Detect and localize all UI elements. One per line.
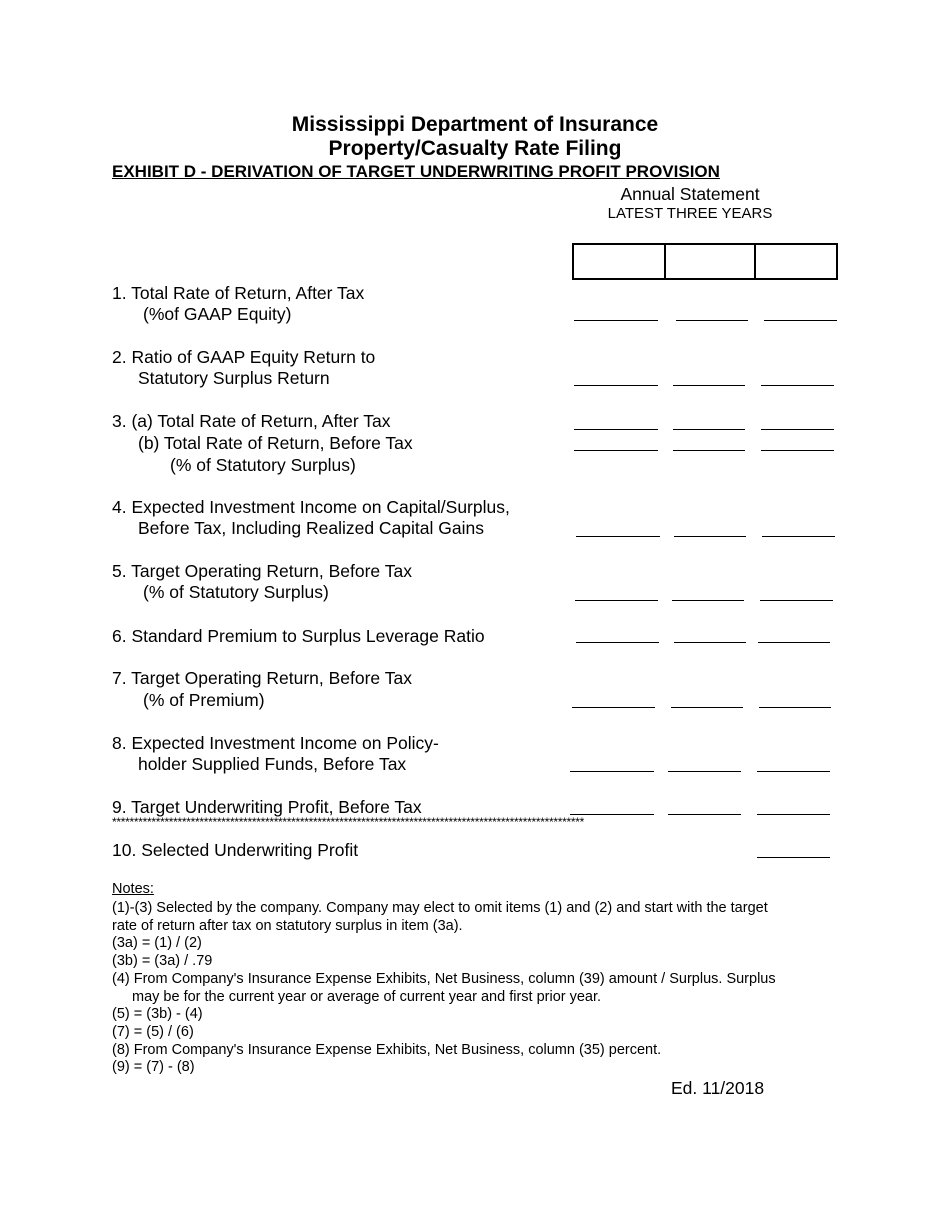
item-10-label: 10. Selected Underwriting Profit bbox=[112, 840, 359, 860]
item-3-sublabel: (% of Statutory Surplus) bbox=[170, 455, 356, 475]
note-1: (1)-(3) Selected by the company. Company may elect to omit items (1) and (2) and start with the target bbox=[112, 900, 768, 916]
item-2-year-2-blank[interactable] bbox=[673, 385, 745, 386]
item-8-year-3-blank[interactable] bbox=[757, 771, 830, 772]
item-8-year-1-blank[interactable] bbox=[570, 771, 654, 772]
item-3b-label: (b) Total Rate of Return, Before Tax bbox=[138, 433, 413, 453]
year-column-2[interactable] bbox=[666, 245, 756, 278]
item-3a-year-1-blank[interactable] bbox=[574, 429, 658, 430]
item-1-sublabel: (%of GAAP Equity) bbox=[143, 304, 292, 324]
note-4: (4) From Company's Insurance Expense Exhibits, Net Business, column (39) amount / Surplus. Surplus bbox=[112, 970, 776, 987]
year-columns-header bbox=[572, 243, 838, 280]
item-1-year-2-blank[interactable] bbox=[676, 320, 748, 321]
item-4-year-1-blank[interactable] bbox=[576, 536, 660, 537]
item-3a-year-2-blank[interactable] bbox=[673, 429, 745, 430]
note-5: (5) = (3b) - (4) bbox=[112, 1006, 203, 1023]
notes-heading: Notes: bbox=[112, 881, 154, 897]
note-7: (7) = (5) / (6) bbox=[112, 1023, 194, 1040]
document-subtitle: Property/Casualty Rate Filing bbox=[328, 137, 622, 160]
year-column-1[interactable] bbox=[574, 245, 666, 278]
item-2-sublabel: Statutory Surplus Return bbox=[138, 368, 330, 388]
item-7-year-2-blank[interactable] bbox=[671, 707, 743, 708]
item-3b-year-3-blank[interactable] bbox=[761, 450, 834, 451]
item-9-label: 9. Target Underwriting Profit, Before Tax bbox=[112, 797, 422, 817]
item-4-sublabel: Before Tax, Including Realized Capital Gains bbox=[138, 518, 484, 538]
note-1-continued: rate of return after tax on statutory surplus in item (3a). bbox=[112, 917, 463, 934]
item-4-year-2-blank[interactable] bbox=[674, 536, 746, 537]
item-7-label: 7. Target Operating Return, Before Tax bbox=[112, 668, 412, 688]
item-6-year-3-blank[interactable] bbox=[758, 642, 830, 643]
item-5-label: 5. Target Operating Return, Before Tax bbox=[112, 561, 412, 581]
item-5-sublabel: (% of Statutory Surplus) bbox=[143, 582, 329, 602]
item-8-sublabel: holder Supplied Funds, Before Tax bbox=[138, 754, 407, 774]
item-5-year-3-blank[interactable] bbox=[760, 600, 833, 601]
item-7-year-3-blank[interactable] bbox=[759, 707, 831, 708]
item-1-year-3-blank[interactable] bbox=[764, 320, 837, 321]
note-3b: (3b) = (3a) / .79 bbox=[112, 953, 213, 970]
note-4-continued: may be for the current year or average of current year and first prior year. bbox=[132, 988, 602, 1005]
item-7-sublabel: (% of Premium) bbox=[143, 690, 265, 710]
item-1-label: 1. Total Rate of Return, After Tax bbox=[112, 283, 365, 303]
edition-date: Ed. 11/2018 bbox=[671, 1078, 765, 1098]
annual-statement-label: Annual Statement bbox=[620, 184, 760, 204]
item-2-year-3-blank[interactable] bbox=[761, 385, 834, 386]
note-9: (9) = (7) - (8) bbox=[112, 1059, 195, 1076]
year-column-3[interactable] bbox=[756, 245, 836, 278]
item-7-year-1-blank[interactable] bbox=[572, 707, 655, 708]
item-8-label: 8. Expected Investment Income on Policy- bbox=[112, 733, 439, 753]
exhibit-heading: EXHIBIT D - DERIVATION OF TARGET UNDERWRITING PROFIT PROVISION bbox=[112, 162, 720, 181]
item-2-year-1-blank[interactable] bbox=[574, 385, 658, 386]
item-8-year-2-blank[interactable] bbox=[668, 771, 741, 772]
item-6-year-1-blank[interactable] bbox=[576, 642, 659, 643]
item-1-year-1-blank[interactable] bbox=[574, 320, 658, 321]
item-4-label: 4. Expected Investment Income on Capital/Surplus, bbox=[112, 497, 510, 517]
item-3a-year-3-blank[interactable] bbox=[761, 429, 834, 430]
item-5-year-1-blank[interactable] bbox=[575, 600, 658, 601]
item-5-year-2-blank[interactable] bbox=[672, 600, 744, 601]
latest-three-years-label: LATEST THREE YEARS bbox=[607, 205, 773, 222]
note-8: (8) From Company's Insurance Expense Exhibits, Net Business, column (35) percent. bbox=[112, 1041, 662, 1058]
item-3b-year-1-blank[interactable] bbox=[574, 450, 658, 451]
item-6-label: 6. Standard Premium to Surplus Leverage Ratio bbox=[112, 626, 485, 646]
item-10-selected-blank[interactable] bbox=[757, 857, 830, 858]
item-2-label: 2. Ratio of GAAP Equity Return to bbox=[112, 347, 376, 367]
document-title: Mississippi Department of Insurance bbox=[291, 113, 659, 136]
item-3b-year-2-blank[interactable] bbox=[673, 450, 745, 451]
item-3a-label: 3. (a) Total Rate of Return, After Tax bbox=[112, 411, 391, 431]
asterisk-separator: ************************************************************************************************************ bbox=[112, 815, 584, 829]
note-3a: (3a) = (1) / (2) bbox=[112, 935, 202, 952]
item-4-year-3-blank[interactable] bbox=[762, 536, 835, 537]
item-6-year-2-blank[interactable] bbox=[674, 642, 746, 643]
